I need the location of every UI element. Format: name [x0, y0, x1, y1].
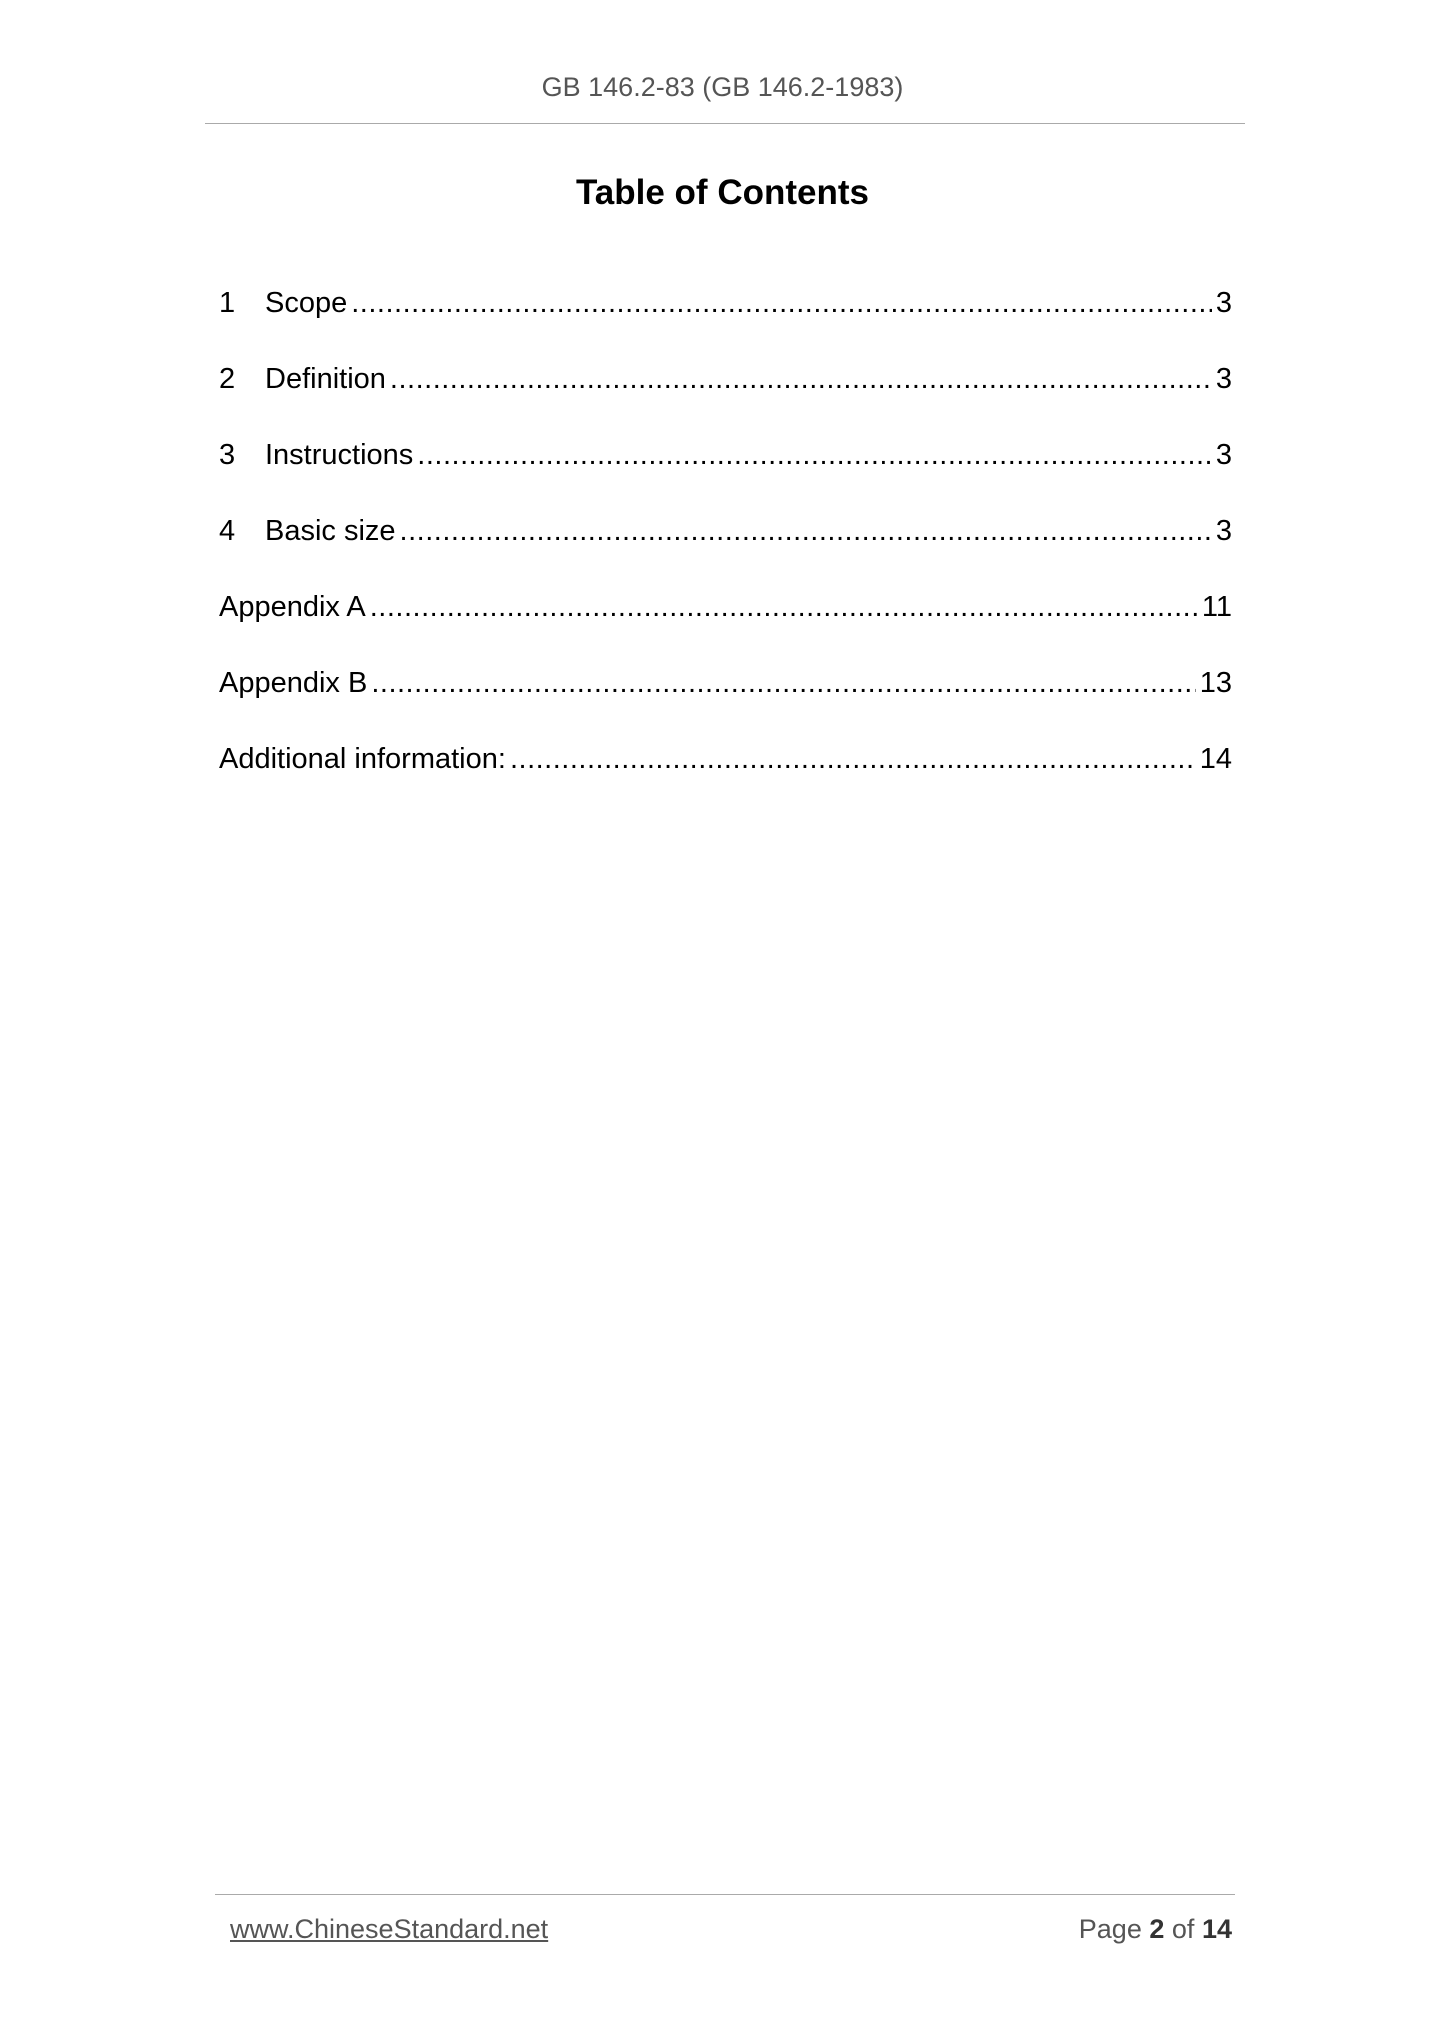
- toc-leader-dots: [400, 515, 1212, 548]
- toc-entry-additional-information[interactable]: [219, 743, 1232, 819]
- toc-leader-dots: [371, 667, 1195, 700]
- total-page-count: 14: [1201, 1914, 1232, 1944]
- toc-leader-dots: [390, 363, 1212, 396]
- toc-entry-page[interactable]: 3: [1215, 515, 1232, 547]
- toc-entry-number: 2: [219, 363, 236, 395]
- toc-entry-basic-size[interactable]: [219, 515, 1232, 591]
- toc-entry-page[interactable]: 3: [1215, 287, 1232, 319]
- toc-entry-definition[interactable]: [219, 363, 1232, 439]
- toc-entry-label[interactable]: Additional information:: [219, 743, 506, 775]
- website-link[interactable]: www.ChineseStandard.net: [230, 1914, 549, 1944]
- current-page-number: 2: [1149, 1914, 1165, 1944]
- toc-entry-label[interactable]: Appendix A: [219, 591, 366, 623]
- toc-title: Table of Contents: [576, 173, 869, 212]
- page-of-word: of: [1171, 1914, 1195, 1944]
- toc-entry-appendix-a[interactable]: [219, 591, 1232, 667]
- toc-entry-page[interactable]: 3: [1215, 363, 1232, 395]
- toc-entry-page[interactable]: 14: [1199, 743, 1232, 775]
- toc-entry-page[interactable]: 13: [1199, 667, 1232, 699]
- toc-entry-appendix-b[interactable]: [219, 667, 1232, 743]
- toc-entry-scope[interactable]: [219, 287, 1232, 363]
- footer-divider: [215, 1894, 1235, 1895]
- toc-entry-label[interactable]: Basic size: [265, 515, 396, 547]
- toc-entry-label[interactable]: Appendix B: [219, 667, 368, 699]
- header-divider: [205, 123, 1245, 124]
- toc-entry-page[interactable]: 11: [1201, 591, 1232, 623]
- toc-entry-label[interactable]: Definition: [265, 363, 386, 395]
- table-of-contents: [219, 287, 1232, 819]
- toc-leader-dots: [417, 439, 1212, 472]
- toc-entry-label[interactable]: Scope: [265, 287, 348, 319]
- toc-leader-dots: [510, 743, 1196, 776]
- toc-leader-dots: [370, 591, 1198, 624]
- toc-entry-page[interactable]: 3: [1215, 439, 1232, 471]
- toc-entry-instructions[interactable]: [219, 439, 1232, 515]
- toc-entry-number: 3: [219, 439, 236, 471]
- toc-leader-dots: [351, 287, 1212, 320]
- toc-entry-number: 4: [219, 515, 236, 547]
- page-indicator: [1079, 1914, 1232, 1945]
- toc-entry-label[interactable]: Instructions: [265, 439, 414, 471]
- toc-entry-number: 1: [219, 287, 236, 319]
- page-word: Page: [1078, 1914, 1142, 1944]
- running-header: GB 146.2-83 (GB 146.2-1983): [541, 72, 904, 102]
